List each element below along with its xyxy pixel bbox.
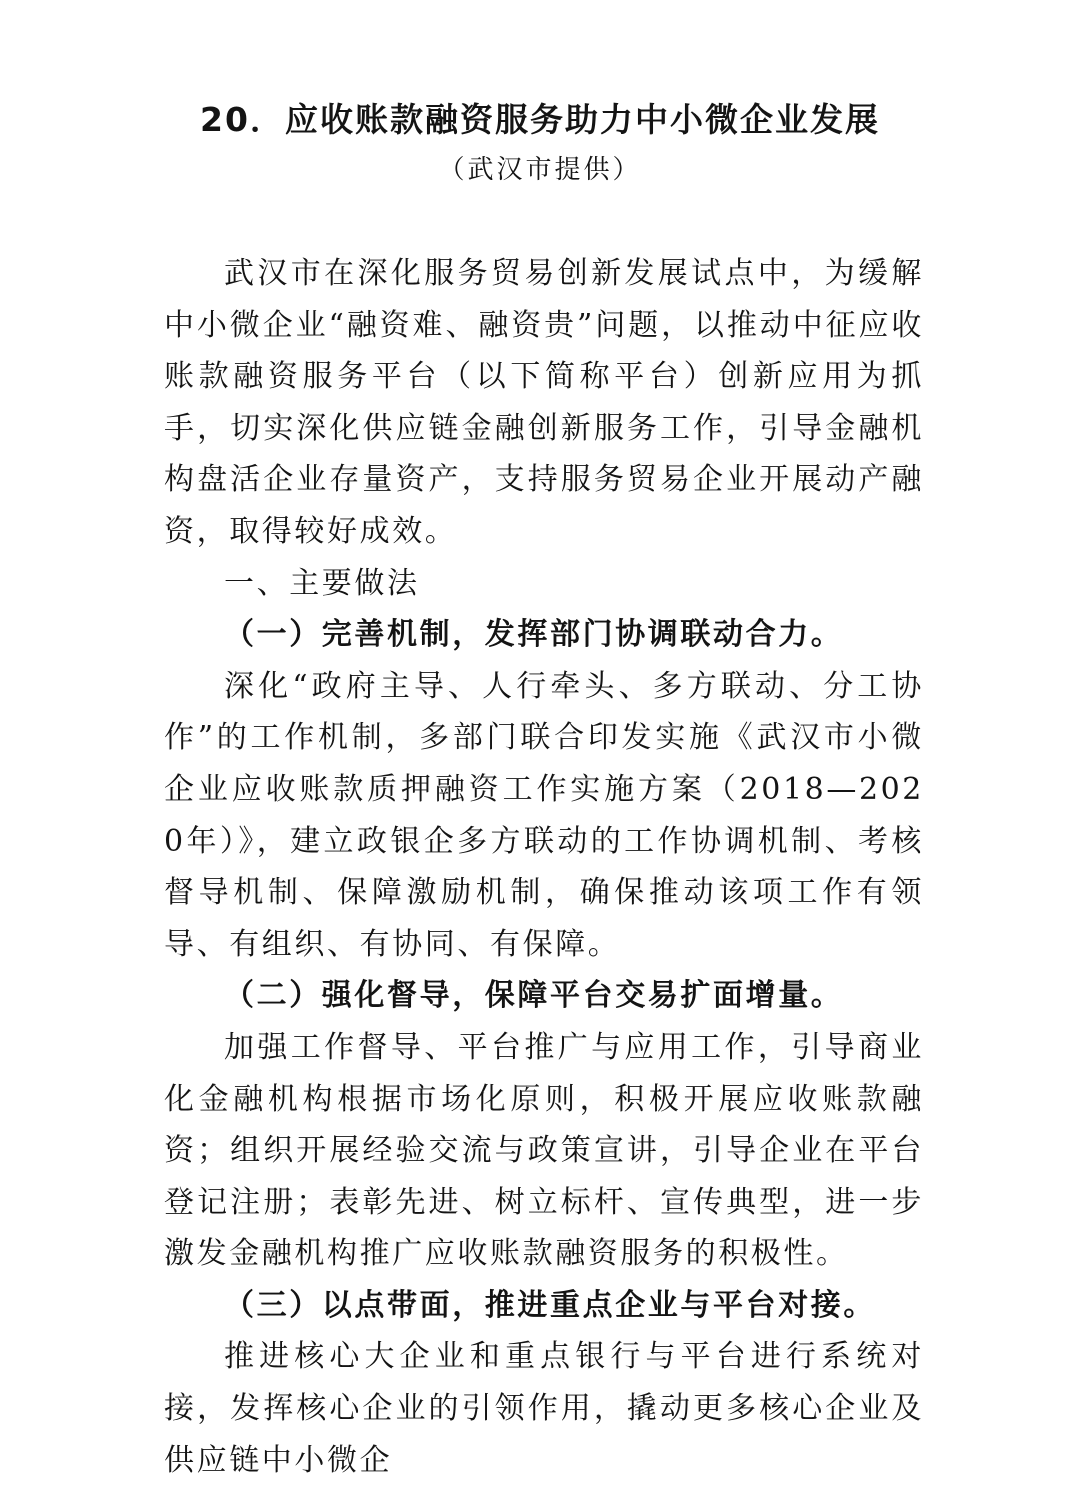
document-title: 20．应收账款融资服务助力中小微企业发展 xyxy=(200,100,880,139)
document-body xyxy=(164,248,924,1486)
subsection-paragraph-1: 深化“政府主导、人行牵头、多方联动、分工协作”的工作机制，多部门联合印发实施《武汉市小微企业应收账款质押融资工作实施方案（2018—2020年）》，建立政银企多方联动的工作协调机制、考核督导机制、保障激励机制，确保推动该项工作有领导、有组织、有协同、有保障。 xyxy=(164,668,924,962)
document-provider: （武汉市提供） xyxy=(438,155,642,185)
subsection-heading-2: （二）强化督导，保障平台交易扩面增量。 xyxy=(224,978,844,1014)
subsection-heading-1: （一）完善机制，发挥部门协调联动合力。 xyxy=(224,617,844,653)
subsection-heading-3: （三）以点带面，推进重点企业与平台对接。 xyxy=(224,1287,876,1323)
subsection-paragraph-2: 加强工作督导、平台推广与应用工作，引导商业化金融机构根据市场化原则，积极开展应收账款融资；组织开展经验交流与政策宣讲，引导企业在平台登记注册；表彰先进、树立标杆、宣传典型，进一步激发金融机构推广应收账款融资服务的积极性。 xyxy=(164,1029,924,1272)
intro-paragraph: 武汉市在深化服务贸易创新发展试点中，为缓解中小微企业“融资难、融资贵”问题，以推动中征应收账款融资服务平台（以下简称平台）创新应用为抓手，切实深化供应链金融创新服务工作，引导金融机构盘活企业存量资产，支持服务贸易企业开展动产融资，取得较好成效。 xyxy=(164,256,924,549)
section-heading: 一、主要做法 xyxy=(224,565,420,601)
subsection-paragraph-3: 推进核心大企业和重点银行与平台进行系统对接，发挥核心企业的引领作用，撬动更多核心企业及供应链中小微企 xyxy=(164,1339,924,1478)
